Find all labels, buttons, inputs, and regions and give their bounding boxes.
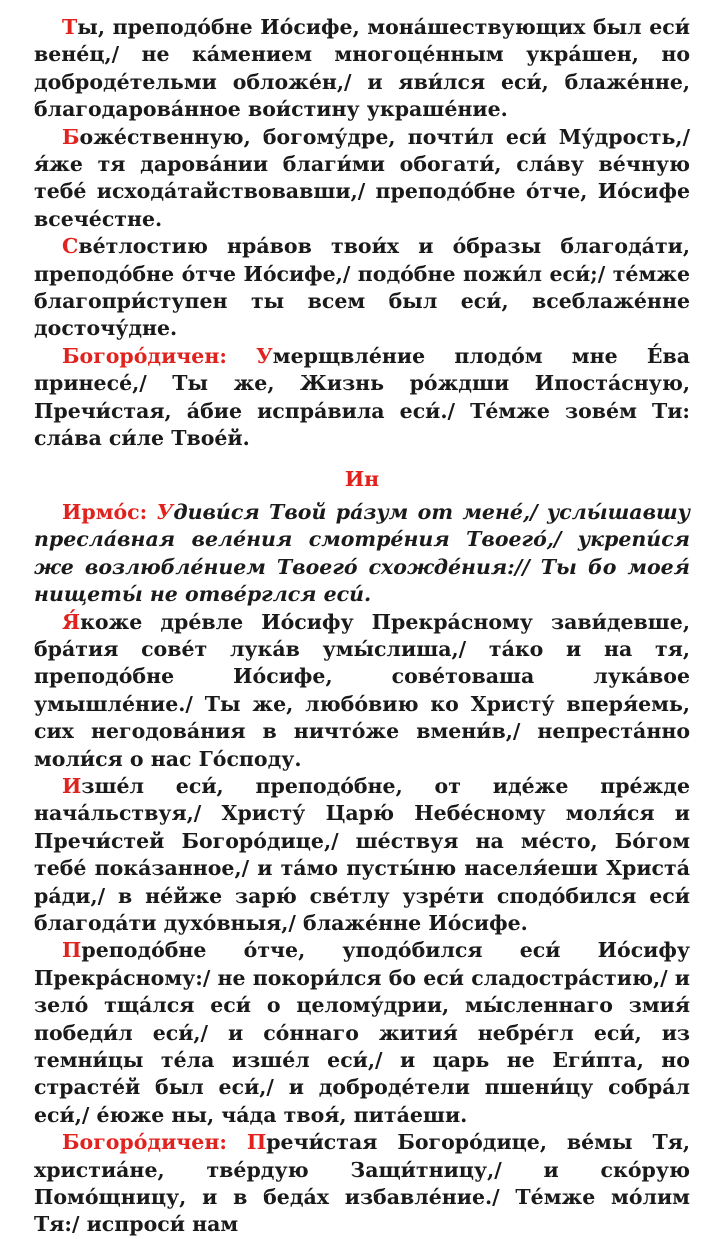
paragraph-text: зше́л еси́, преподо́бне, от иде́же пре́жде нача́льствуя,/ Христу́ Царю́ Небе́сному моля́ся и Пречи́стей Богоро́дице,/ ше́ствуя на ме́сто, Бо́гом тебе́ пока́занное,/ и та́мо пусты́ню населя́еши Христа́ ра́ди,/ в не́йже зарю́ све́тлу узре́ти сподо́бился еси́ благода́ти духо́вныя,/ блаже́нне Ио́сифе. xyxy=(34,773,690,935)
paragraph-7 xyxy=(34,773,690,937)
paragraph-text: коже дре́вле Ио́сифу Прекра́сному зави́девше, бра́тия сове́т лука́в умы́слиша,/ та́ко и на тя, преподо́бне Ио́сифе, сове́товаша лука́вое умышле́ние./ Ты же, любо́вию ко Христу́ вперя́емь, сих негодова́ния в ничто́же вмени́в,/ непреста́нно моли́ся о нас Го́споду. xyxy=(34,609,690,771)
drop-initial: У xyxy=(156,499,174,524)
paragraph-text: мерщвле́ние плодо́м мне Е́ва принесе́,/ Ты же, Жизнь ро́ждши Ипоста́сную, Пречи́стая, а́бие испра́вила еси́./ Те́мже зове́м Ти: сла́ва си́ле Твое́й. xyxy=(34,343,690,451)
paragraph-3 xyxy=(34,233,690,343)
section-heading: Ин xyxy=(344,466,380,491)
paragraph-6 xyxy=(34,609,690,773)
theotokion-paragraph xyxy=(34,343,690,453)
drop-initial: Т xyxy=(62,15,78,39)
drop-initial: Я́ xyxy=(62,609,81,634)
paragraph-text: реподо́бне о́тче, уподо́бился еси́ Ио́сифу Прекра́сному:/ не покори́лся бо еси́ сладостра́стию,/ и зело́ тща́лся еси́ о целому́дрии, мы́сленнаго змия́ победи́л еси́,/ и со́ннаго жития́ небре́гл еси́, из темни́цы те́ла изше́л еси́,/ и царь не Еги́пта, но страсте́й был еси́,/ и доброде́тели пшени́цу собра́л еси́,/ е́юже ны, ча́да твоя́, пита́еши. xyxy=(34,938,690,1127)
drop-initial: С xyxy=(62,234,79,259)
drop-initial: П xyxy=(62,938,82,963)
theotokion-label: Богоро́дичен: xyxy=(62,1130,247,1155)
theotokion-paragraph-2 xyxy=(34,1129,690,1239)
irmos-label: Ирмо́с: xyxy=(62,499,157,524)
paragraph-2 xyxy=(34,124,690,234)
drop-initial: И xyxy=(62,773,82,798)
paragraph-text: речи́стая Богоро́дице, ве́мы Тя, христиа́не, тве́рдую Защи́тницу,/ и ско́рую Помо́щницу, и в беда́х избавле́ние./ Те́мже мо́лим Тя:/ испроси́ нам xyxy=(34,1130,691,1237)
drop-initial: П xyxy=(246,1130,267,1155)
irmos-paragraph xyxy=(34,499,690,609)
paragraph-text: оже́ственную, богому́дре, почти́л еси́ Му́дрость,/ я́же тя дарова́нии благи́ми обогати́, сла́ву ве́чную тебе́ исхода́тайствовавши,/ преподо́бне о́тче, Ио́сифе всече́стне. xyxy=(34,124,690,231)
paragraph-text: диви́ся Твой ра́зум от мене́,/ услы́шавшу пресла́вная веле́ния смотре́ния Твоего́,/ укрепи́ся же возлюбле́нием Твоего́ схожде́ния:// Ты бо моея́ нищеты́ не отве́рглся еси́. xyxy=(34,499,691,607)
drop-initial: У xyxy=(256,343,273,368)
paragraph-8 xyxy=(34,937,690,1129)
page-text xyxy=(34,14,690,1239)
theotokion-label: Богоро́дичен: xyxy=(62,343,257,368)
paragraph-text: ве́тлостию нра́вов твои́х и о́бразы благода́ти, преподо́бне о́тче Ио́сифе,/ подо́бне пожи́л еси́;/ те́мже благопри́ступен ты всем был еси́, всеблаже́нне досточу́дне. xyxy=(34,234,690,341)
paragraph-1 xyxy=(34,14,690,124)
paragraph-text: ы, преподо́бне Ио́сифе, мона́шествующих был еси́ вене́ц,/ не ка́мением многоце́нным укра́шен, но доброде́тельми обложе́н,/ и яви́лся еси́, блаже́нне, благодарова́нное вои́стину украше́ние. xyxy=(34,15,690,122)
drop-initial: Б xyxy=(62,124,80,149)
